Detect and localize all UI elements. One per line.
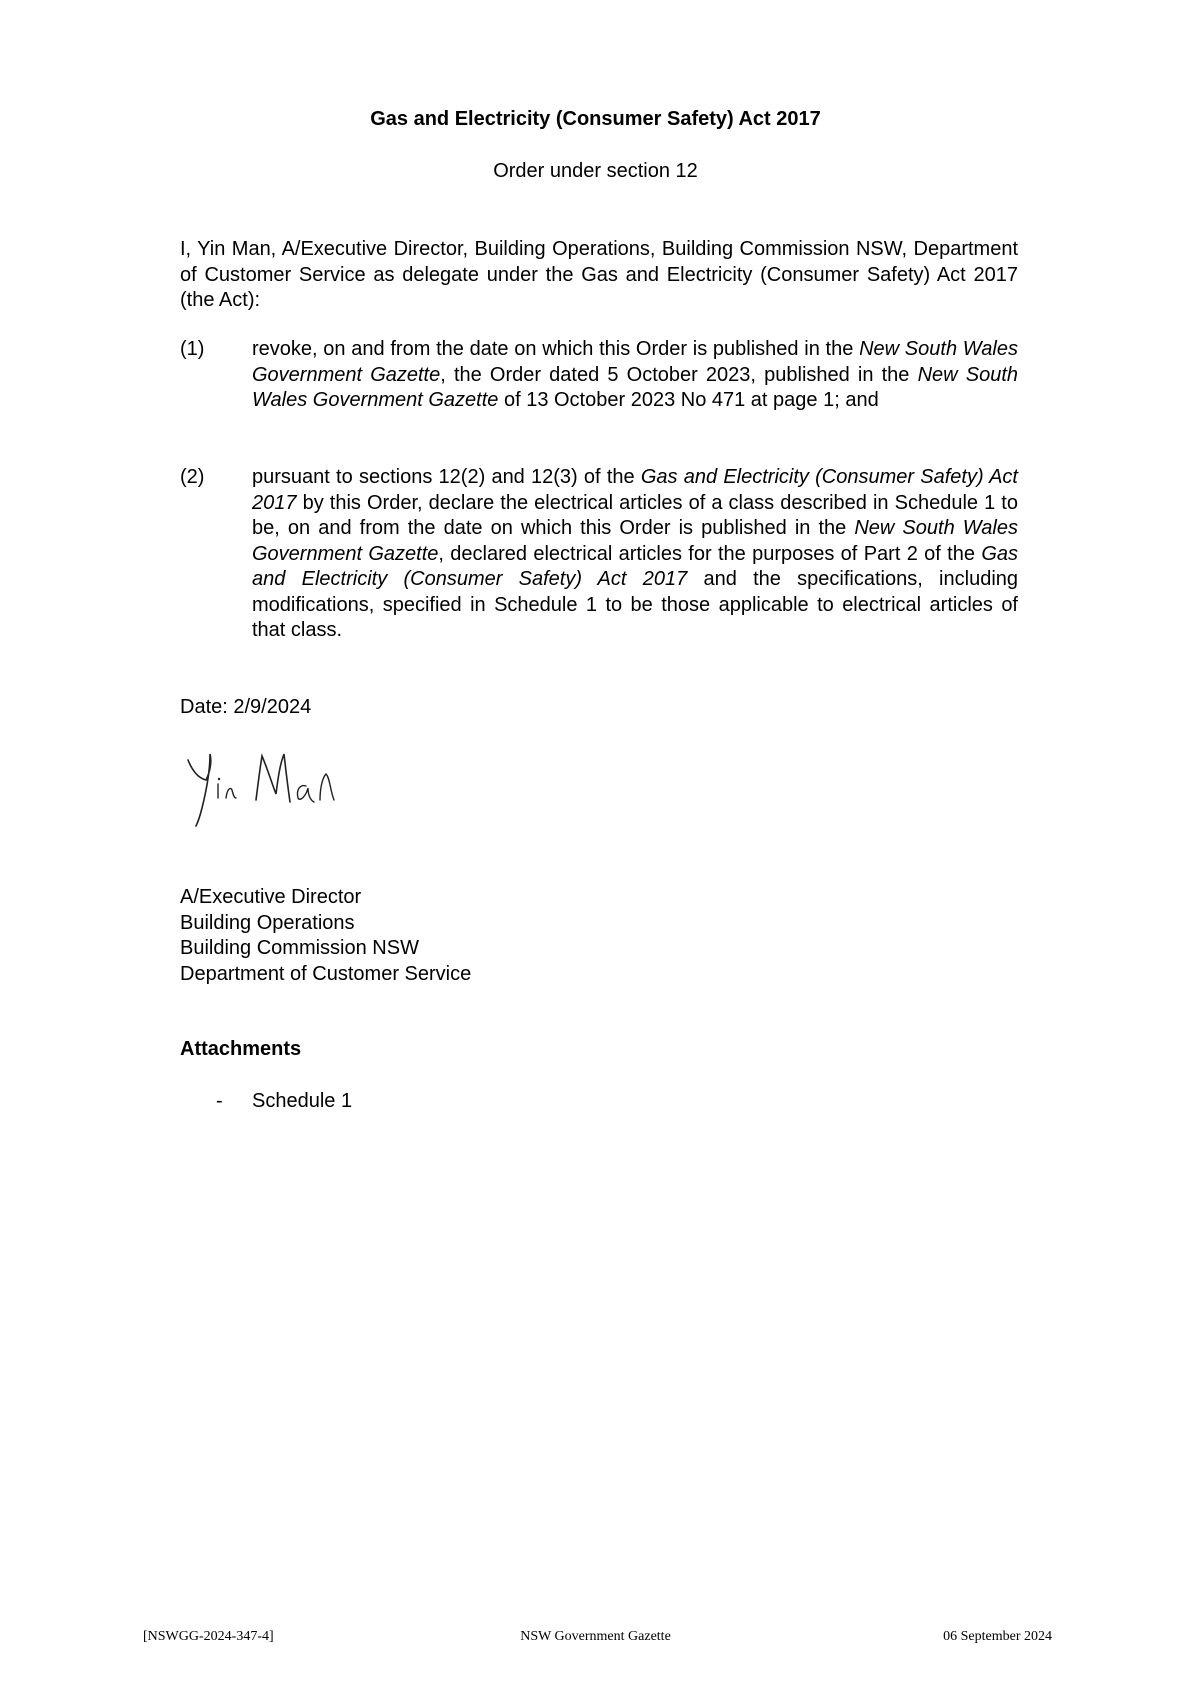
order-date: Date: 2/9/2024 <box>180 696 312 718</box>
footer-reference: [NSWGG-2024-347-4] <box>143 1629 274 1644</box>
document-title: Gas and Electricity (Consumer Safety) Act 2017 <box>370 108 821 130</box>
signoff-title: A/Executive Director <box>180 886 362 908</box>
item-text <box>252 465 1018 644</box>
document-subtitle: Order under section 12 <box>493 160 698 182</box>
italic-citation: Gas and Electricity (Consumer Safety) Act 2017 <box>252 542 1018 590</box>
item-number: (2) <box>180 466 205 488</box>
item-text <box>252 337 1018 414</box>
text-run: and the specifications, including modifications, specified in Schedule 1 to be those applicable to electrical articles of that class. <box>252 568 1019 641</box>
signoff-commission: Building Commission NSW <box>180 937 419 959</box>
italic-citation: New South Wales Government Gazette <box>252 517 1018 565</box>
attachments-heading: Attachments <box>180 1038 302 1060</box>
italic-citation: New South Wales Government Gazette <box>252 338 1018 386</box>
list-dash: - <box>216 1090 223 1112</box>
footer-date: 06 September 2024 <box>943 1629 1052 1644</box>
text-run: by this Order, declare the electrical articles of a class described in Schedule 1 to be, on and from the date on which this Order is published in the <box>252 491 1018 539</box>
italic-citation: Gas and Electricity (Consumer Safety) Act 2017 <box>252 466 1018 514</box>
text-run: pursuant to sections 12(2) and 12(3) of the <box>252 466 641 488</box>
text-run: , the Order dated 5 October 2023, published in the <box>440 363 918 386</box>
signoff-block <box>180 885 471 987</box>
text-run: revoke, on and from the date on which this Order is published in the <box>252 338 860 360</box>
signoff-unit: Building Operations <box>180 911 355 934</box>
text-run: of 13 October 2023 No 471 at page 1; and <box>498 389 879 411</box>
handwritten-signature <box>180 748 360 828</box>
text-run: , declared electrical articles for the purposes of Part 2 of the <box>438 542 982 565</box>
attachment-label: Schedule 1 <box>252 1090 353 1112</box>
signoff-department: Department of Customer Service <box>180 962 472 985</box>
footer-publication: NSW Government Gazette <box>520 1629 671 1644</box>
item-number: (1) <box>180 338 205 360</box>
intro-paragraph: I, Yin Man, A/Executive Director, Building Operations, Building Commission NSW, Department of Customer Service as delegate under the Gas and Electricity (Consumer Safety) Act 2017 (the Act): <box>180 238 1018 311</box>
italic-citation: New South Wales Government Gazette <box>252 363 1019 411</box>
